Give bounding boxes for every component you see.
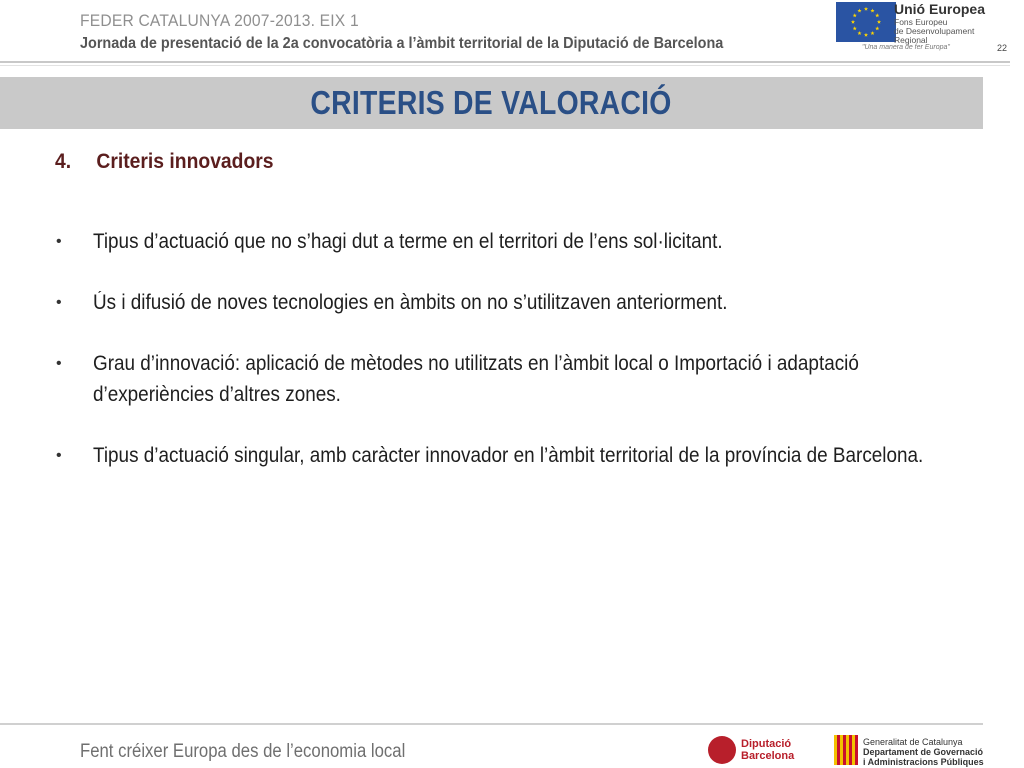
list-item — [56, 348, 956, 410]
bullet-icon: • — [56, 447, 62, 464]
eu-logo-line-1: Fons Europeu — [894, 17, 948, 27]
title-bar — [0, 77, 983, 129]
bullet-text: Tipus d’actuació que no s’hagi dut a terme en el territori de l’ens sol·licitant. — [93, 230, 723, 253]
section-heading — [55, 150, 274, 174]
bullet-text: Grau d’innovació: aplicació de mètodes no utilitzats en l’àmbit local o Importació i adaptació d’experiències d’altres zones. — [93, 352, 859, 406]
section-number: 4. — [55, 150, 72, 173]
diputacio-logo-icon — [708, 736, 736, 764]
footer-slogan: Fent créixer Europa des de l’economia local — [80, 741, 406, 762]
header-program-title: FEDER CATALUNYA 2007-2013. EIX 1 — [80, 11, 359, 30]
diputacio-line-2: Barcelona — [741, 750, 795, 762]
header-divider-thin — [0, 65, 1010, 66]
generalitat-logo-text — [863, 737, 984, 767]
bullet-icon: • — [56, 233, 62, 250]
eu-stars-icon — [836, 2, 896, 42]
eu-logo-line-2: de Desenvolupament — [894, 26, 975, 36]
diputacio-logo-text — [741, 738, 794, 762]
header-event-title: Jornada de presentació de la 2a convocatòria a l’àmbit territorial de la Diputació de Barcelona — [80, 35, 724, 52]
bullet-icon: • — [56, 355, 62, 372]
diputacio-line-1: Diputació — [741, 738, 792, 750]
bullet-text: Ús i difusió de noves tecnologies en àmbits on no s’utilitzaven anteriorment. — [93, 291, 728, 314]
eu-logo-title: Unió Europea — [894, 1, 986, 17]
list-item — [56, 287, 956, 318]
slide-title: CRITERIS DE VALORACIÓ — [310, 84, 673, 121]
section-title: Criteris innovadors — [96, 150, 274, 173]
page-number: 22 — [997, 43, 1008, 53]
header-divider — [0, 61, 1010, 63]
bullet-icon: • — [56, 294, 62, 311]
footer-divider — [0, 723, 983, 725]
list-item — [56, 226, 956, 257]
list-item — [56, 440, 956, 471]
generalitat-line-3: i Administracions Públiques — [863, 757, 984, 767]
generalitat-line-2: Departament de Governació — [863, 747, 984, 757]
generalitat-line-1: Generalitat de Catalunya — [863, 737, 963, 747]
eu-logo-motto: "Una manera de fer Europa" — [862, 44, 950, 51]
generalitat-logo-icon — [834, 735, 858, 765]
criteria-list — [56, 226, 956, 501]
eu-flag-logo — [836, 2, 896, 42]
eu-logo-line-3: Regional — [894, 35, 928, 45]
bullet-text: Tipus d’actuació singular, amb caràcter innovador en l’àmbit territorial de la província de Barcelona. — [93, 444, 924, 467]
